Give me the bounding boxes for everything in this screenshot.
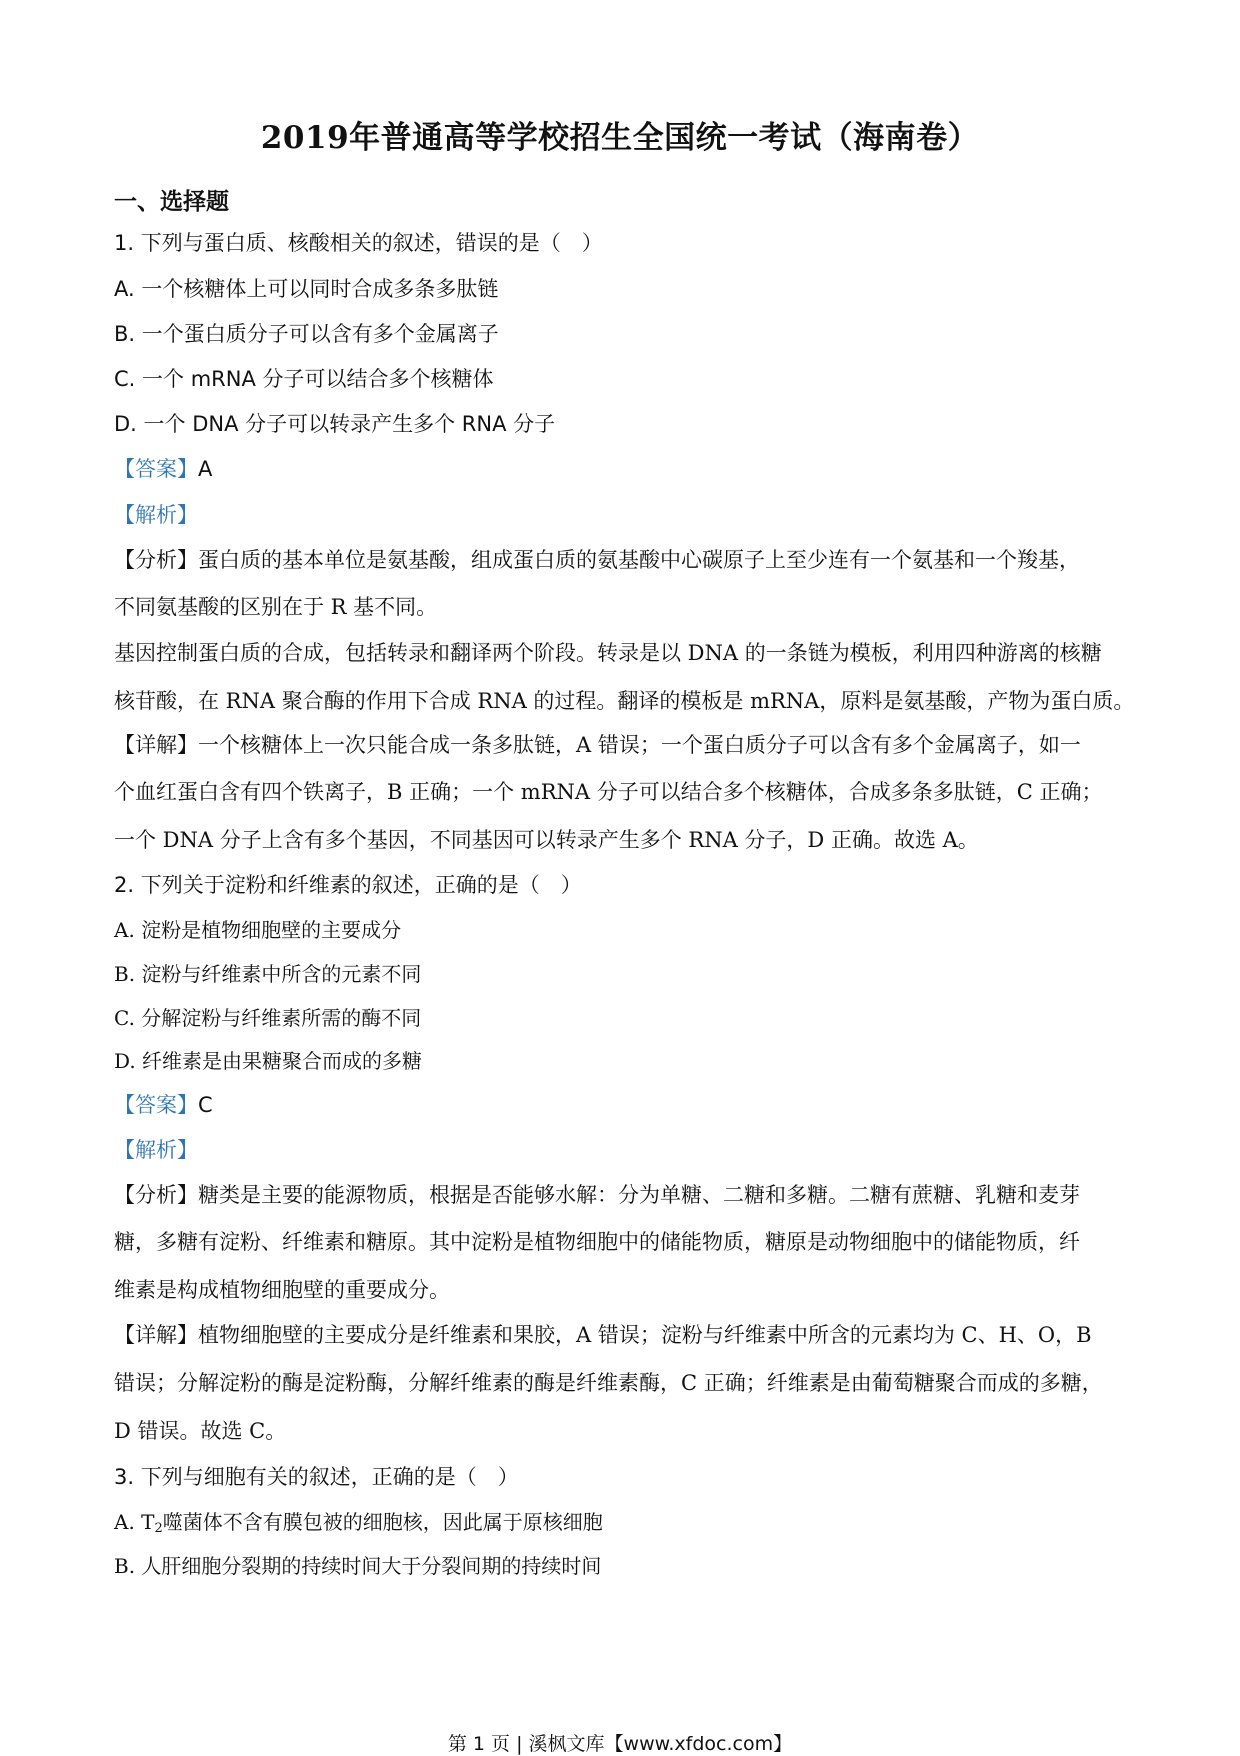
question-2-option-a: A. 淀粉是植物细胞壁的主要成分 bbox=[114, 918, 402, 942]
question-1-stem: 1. 下列与蛋白质、核酸相关的叙述，错误的是（ ） bbox=[114, 231, 603, 255]
question-1-answer bbox=[114, 458, 212, 481]
answer-tag: 【答案】 bbox=[114, 1093, 198, 1117]
question-3-stem: 3. 下列与细胞有关的叙述，正确的是（ ） bbox=[114, 1465, 519, 1489]
question-2-jiexi-tag: 【解析】 bbox=[114, 1138, 198, 1162]
question-1-detail-line: 【详解】一个核糖体上一次只能合成一条多肽链，A 错误；一个蛋白质分子可以含有多个金属离子，如一 bbox=[114, 733, 1081, 757]
question-1-option-c: C. 一个 mRNA 分子可以结合多个核糖体 bbox=[114, 367, 494, 391]
question-1-analysis-line: 核苷酸，在 RNA 聚合酶的作用下合成 RNA 的过程。翻译的模板是 mRNA，原料是氨基酸，产物为蛋白质。 bbox=[114, 689, 1135, 713]
question-1-detail-line: 一个 DNA 分子上含有多个基因，不同基因可以转录产生多个 RNA 分子，D 正确。故选 A。 bbox=[114, 828, 979, 852]
question-2-detail-line: D 错误。故选 C。 bbox=[114, 1419, 287, 1443]
question-3-option-a bbox=[114, 1511, 603, 1536]
question-1-analysis-line: 不同氨基酸的区别在于 R 基不同。 bbox=[114, 595, 438, 619]
question-2-analysis-line: 【分析】糖类是主要的能源物质，根据是否能够水解：分为单糖、二糖和多糖。二糖有蔗糖、乳糖和麦芽 bbox=[114, 1183, 1080, 1207]
option-a-prefix: A. T bbox=[114, 1510, 155, 1534]
question-1-analysis-line: 【分析】蛋白质的基本单位是氨基酸，组成蛋白质的氨基酸中心碳原子上至少连有一个氨基和一个羧基， bbox=[114, 548, 1080, 572]
question-2-analysis-line: 维素是构成植物细胞壁的重要成分。 bbox=[114, 1278, 450, 1302]
question-2-analysis-line: 糖，多糖有淀粉、纤维素和糖原。其中淀粉是植物细胞中的储能物质，糖原是动物细胞中的储能物质，纤 bbox=[114, 1230, 1080, 1254]
question-1-option-d: D. 一个 DNA 分子可以转录产生多个 RNA 分子 bbox=[114, 412, 556, 436]
question-2-detail-line: 【详解】植物细胞壁的主要成分是纤维素和果胶，A 错误；淀粉与纤维素中所含的元素均为 C、H、O，B bbox=[114, 1323, 1092, 1347]
answer-value: C bbox=[198, 1093, 213, 1117]
question-2-option-c: C. 分解淀粉与纤维素所需的酶不同 bbox=[114, 1006, 422, 1030]
question-1-analysis-line: 基因控制蛋白质的合成，包括转录和翻译两个阶段。转录是以 DNA 的一条链为模板，利用四种游离的核糖 bbox=[114, 641, 1102, 665]
question-2-option-b: B. 淀粉与纤维素中所含的元素不同 bbox=[114, 962, 422, 986]
answer-tag: 【答案】 bbox=[114, 457, 198, 481]
question-2-option-d: D. 纤维素是由果糖聚合而成的多糖 bbox=[114, 1049, 423, 1073]
option-a-text: 噬菌体不含有膜包被的细胞核，因此属于原核细胞 bbox=[162, 1510, 603, 1534]
answer-value: A bbox=[198, 457, 213, 481]
page-footer: 第 1 页 | 溪枫文库【www.xfdoc.com】 bbox=[447, 1733, 793, 1755]
question-1-jiexi-tag: 【解析】 bbox=[114, 503, 198, 527]
question-1-detail-line: 个血红蛋白含有四个铁离子，B 正确；一个 mRNA 分子可以结合多个核糖体，合成多条多肽链，C 正确； bbox=[114, 780, 1103, 804]
page-title: 2019年普通高等学校招生全国统一考试（海南卷） bbox=[260, 120, 980, 156]
question-2-detail-line: 错误；分解淀粉的酶是淀粉酶，分解纤维素的酶是纤维素酶，C 正确；纤维素是由葡萄糖聚合而成的多糖， bbox=[114, 1371, 1103, 1395]
question-3-option-b: B. 人肝细胞分裂期的持续时间大于分裂间期的持续时间 bbox=[114, 1554, 602, 1578]
question-2-stem: 2. 下列关于淀粉和纤维素的叙述，正确的是（ ） bbox=[114, 873, 582, 897]
option-a-subscript: 2 bbox=[154, 1521, 163, 1536]
question-2-answer bbox=[114, 1094, 213, 1117]
question-1-option-a: A. 一个核糖体上可以同时合成多条多肽链 bbox=[114, 277, 499, 301]
question-1-option-b: B. 一个蛋白质分子可以含有多个金属离子 bbox=[114, 322, 499, 346]
section-heading: 一、选择题 bbox=[114, 188, 229, 215]
